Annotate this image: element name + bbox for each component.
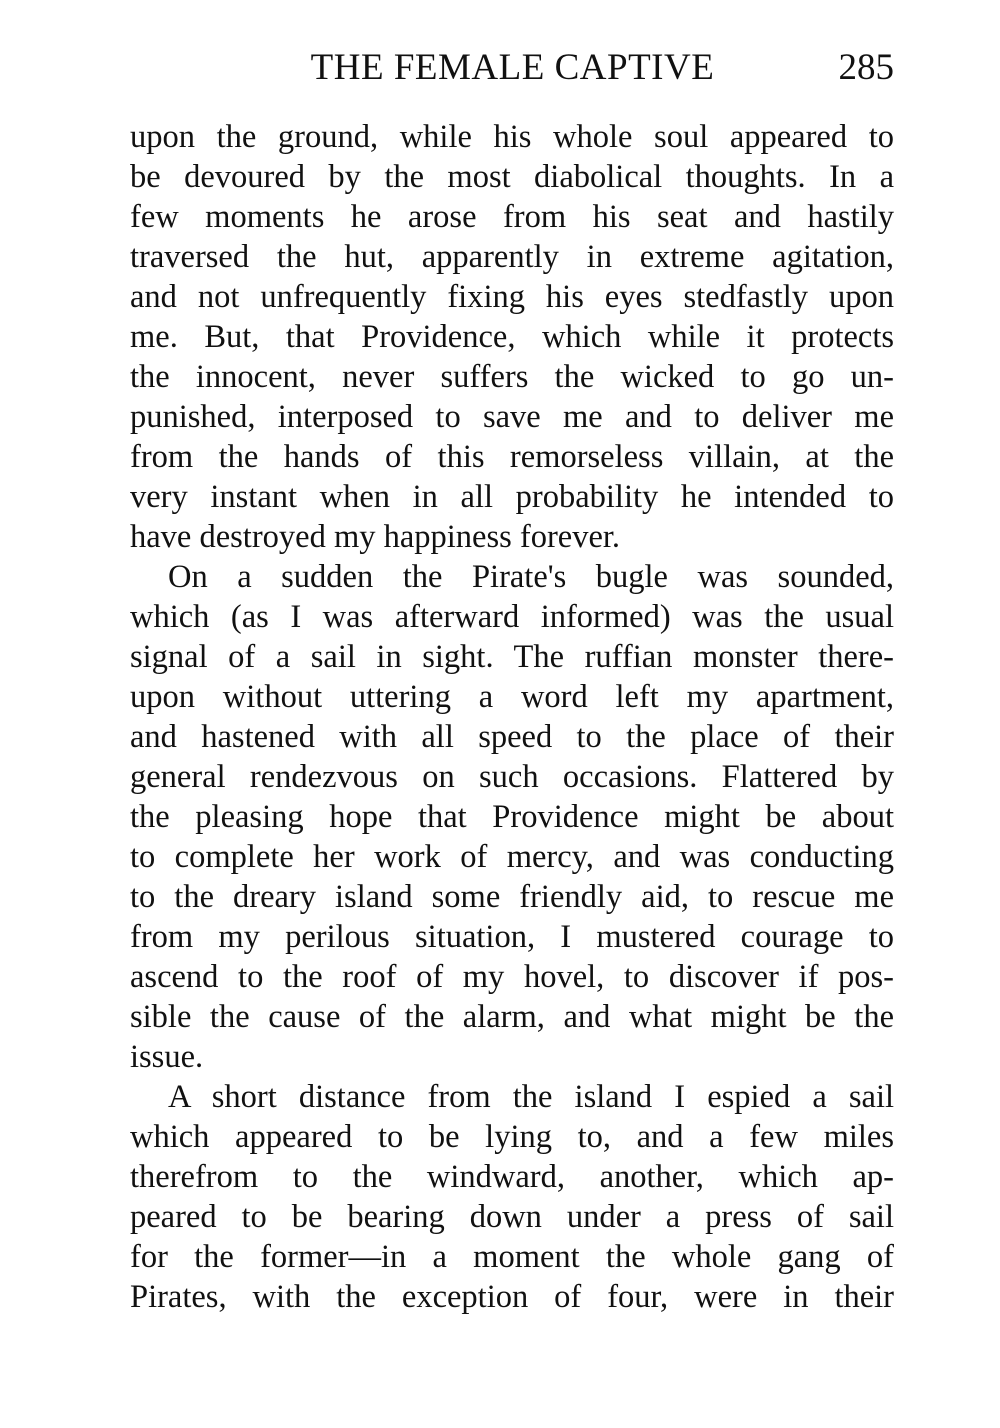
text-line: have destroyed my happiness forever.	[130, 519, 621, 555]
text-line: traversed the hut, apparently in extreme agitation,	[130, 239, 894, 275]
text-line: which appeared to be lying to, and a few miles	[130, 1119, 894, 1155]
running-header	[130, 46, 894, 90]
text-line: ascend to the roof of my hovel, to discover if pos-	[130, 959, 894, 995]
text-line: upon the ground, while his whole soul appeared to	[130, 119, 894, 155]
page-number: 285	[838, 47, 894, 88]
text-line: to the dreary island some friendly aid, to rescue me	[130, 879, 894, 915]
text-line: and not unfrequently fixing his eyes stedfastly upon	[130, 279, 894, 315]
body-text	[130, 117, 894, 1317]
text-line: the pleasing hope that Providence might be about	[130, 799, 894, 835]
text-line: general rendezvous on such occasions. Flattered by	[130, 759, 894, 795]
text-line: be devoured by the most diabolical thoughts. In a	[130, 159, 894, 195]
text-line: few moments he arose from his seat and hastily	[130, 199, 894, 235]
text-line: peared to be bearing down under a press of sail	[130, 1199, 894, 1235]
text-line: therefrom to the windward, another, which ap-	[130, 1159, 894, 1195]
text-line: which (as I was afterward informed) was the usual	[130, 599, 894, 635]
text-line: from my perilous situation, I mustered courage to	[130, 919, 894, 955]
text-line: On a sudden the Pirate's bugle was sounded,	[168, 559, 894, 595]
text-line: Pirates, with the exception of four, were in their	[130, 1279, 894, 1315]
text-line: signal of a sail in sight. The ruffian monster there-	[130, 639, 894, 675]
text-line: me. But, that Providence, which while it protects	[130, 319, 894, 355]
text-line: from the hands of this remorseless villain, at the	[130, 439, 894, 475]
text-line: sible the cause of the alarm, and what might be the	[130, 999, 894, 1035]
text-line: and hastened with all speed to the place of their	[130, 719, 894, 755]
text-line: to complete her work of mercy, and was conducting	[130, 839, 894, 875]
text-line: issue.	[130, 1039, 204, 1075]
text-line: upon without uttering a word left my apartment,	[130, 679, 894, 715]
text-line: for the former—in a moment the whole gang of	[130, 1239, 894, 1275]
text-line: the innocent, never suffers the wicked to go un-	[130, 359, 894, 395]
text-line: A short distance from the island I espied a sail	[168, 1079, 894, 1115]
running-title: THE FEMALE CAPTIVE	[310, 47, 715, 88]
text-line: punished, interposed to save me and to deliver me	[130, 399, 894, 435]
text-line: very instant when in all probability he intended to	[130, 479, 894, 515]
